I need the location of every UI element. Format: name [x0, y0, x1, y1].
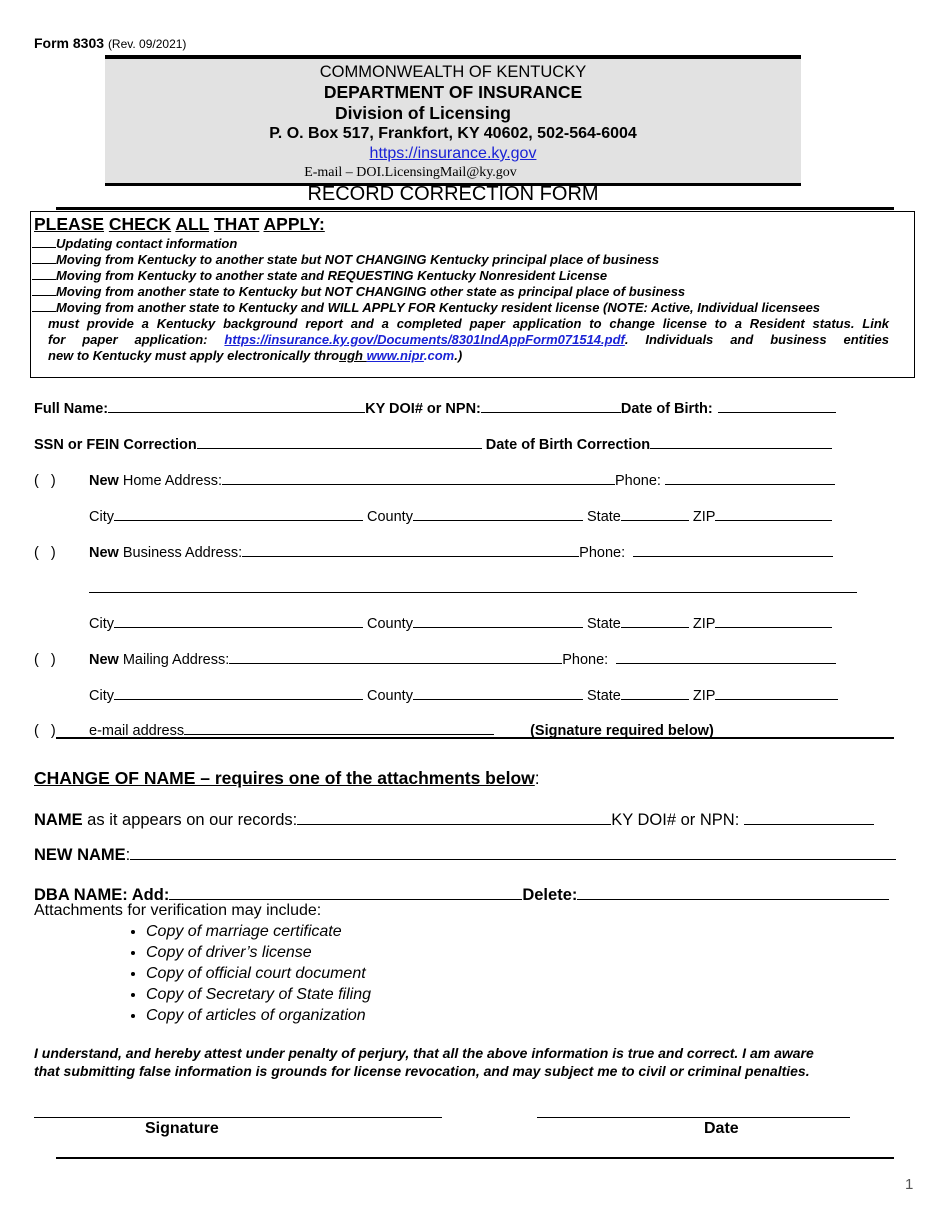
check-item[interactable] — [32, 252, 889, 268]
attachment-item: • Copy of official court document — [146, 963, 371, 984]
form-title: RECORD CORRECTION FORM — [307, 183, 599, 205]
attachment-item: • Copy of marriage certificate — [146, 921, 371, 942]
check-item-label: Moving from another state to Kentucky and WILL APPLY FOR Kentucky resident license (NOTE: Active, Individual licensees — [56, 300, 821, 315]
signature-line[interactable] — [34, 1117, 442, 1118]
state-input[interactable] — [621, 613, 689, 628]
phone-label: Phone: — [579, 545, 626, 561]
email-checkbox[interactable]: ( ) — [34, 723, 56, 739]
home-phone-input[interactable] — [665, 470, 835, 485]
new-name-input[interactable] — [130, 843, 896, 860]
ssn-row — [34, 434, 832, 453]
checkbox-blank[interactable] — [32, 284, 56, 296]
business-address-line2[interactable] — [89, 592, 857, 593]
check-item-note — [32, 348, 889, 364]
new-label: New — [89, 473, 119, 489]
signature-label: Signature — [145, 1120, 219, 1137]
header-department: DEPARTMENT OF INSURANCE — [323, 82, 583, 102]
note-text: for paper application: — [48, 332, 225, 347]
county-label: County — [367, 509, 413, 525]
ssn-label: SSN or FEIN Correction — [34, 437, 197, 453]
check-item-note — [32, 332, 889, 348]
check-item-label: Moving from another state to Kentucky but NOT CHANGING other state as principal place of business — [56, 284, 686, 299]
ky-doi-input[interactable] — [481, 398, 621, 413]
dba-add-input[interactable] — [169, 883, 522, 900]
city-label: City — [89, 688, 114, 704]
state-label: State — [587, 616, 621, 632]
ssn-input[interactable] — [197, 434, 482, 449]
new-name-label: NEW NAME — [34, 846, 126, 864]
header-commonwealth: COMMONWEALTH OF KENTUCKY — [319, 63, 587, 81]
city-label: City — [89, 616, 114, 632]
change-of-name-title: CHANGE OF NAME – requires one of the attachments below — [34, 768, 535, 788]
attestation — [34, 1044, 814, 1080]
mailing-address-input[interactable] — [229, 649, 562, 664]
note-text: new to Kentucky must apply electronically thro — [48, 348, 340, 363]
full-name-input[interactable] — [108, 398, 365, 413]
attestation-line: I understand, and hereby attest under penalty of perjury, that all the above information is true and correct. I am aware — [34, 1045, 814, 1061]
check-item-note — [32, 316, 889, 332]
new-label: New — [89, 652, 119, 668]
check-heading-word: PLEASE — [34, 214, 105, 234]
city-input[interactable] — [114, 685, 363, 700]
zip-label: ZIP — [692, 509, 716, 525]
business-address-label: Business Address: — [118, 545, 243, 561]
state-input[interactable] — [621, 685, 689, 700]
city-input[interactable] — [114, 613, 363, 628]
county-input[interactable] — [413, 685, 583, 700]
note-text: .) — [454, 348, 463, 363]
state-input[interactable] — [621, 506, 689, 521]
mailing-city-row — [89, 685, 838, 704]
zip-input[interactable] — [715, 613, 832, 628]
check-item[interactable] — [32, 236, 889, 252]
county-label: County — [367, 688, 413, 704]
check-heading-word: APPLY: — [263, 214, 325, 234]
attachments-intro: Attachments for verification may include: — [34, 902, 322, 919]
form-number — [34, 35, 186, 51]
signature-required-note: (Signature required below) — [530, 723, 714, 739]
dob-input[interactable] — [718, 398, 836, 413]
check-item[interactable] — [32, 284, 889, 300]
dob-correction-input[interactable] — [650, 434, 832, 449]
business-phone-input[interactable] — [633, 542, 833, 557]
bottom-rule — [56, 1157, 894, 1159]
ky-doi-label: KY DOI# or NPN: — [611, 811, 740, 829]
home-address-row — [34, 470, 835, 489]
zip-label: ZIP — [692, 688, 716, 704]
attachment-item: • Copy of articles of organization — [146, 1005, 371, 1026]
note-text: .com — [423, 348, 455, 363]
new-name-row — [34, 843, 896, 865]
check-list — [32, 236, 889, 364]
mailing-phone-input[interactable] — [616, 649, 836, 664]
home-address-checkbox[interactable]: ( ) — [34, 473, 56, 489]
home-address-label: Home Address: — [118, 473, 222, 489]
check-heading-word: ALL — [175, 214, 210, 234]
zip-label: ZIP — [692, 616, 716, 632]
county-input[interactable] — [413, 613, 583, 628]
check-all-box — [30, 211, 915, 378]
check-heading-word: THAT — [213, 214, 260, 234]
header-url[interactable] — [105, 144, 801, 164]
name-label-bold: NAME — [34, 811, 83, 829]
dba-delete-label: Delete: — [522, 886, 578, 904]
mailing-address-row — [34, 649, 836, 668]
checkbox-blank[interactable] — [32, 268, 56, 280]
header-email: E-mail – DOI.LicensingMail@ky.gov — [304, 165, 517, 180]
check-item-label: Moving from Kentucky to another state but NOT CHANGING Kentucky principal place of business — [56, 252, 660, 267]
state-label: State — [587, 688, 621, 704]
paper-application-link[interactable]: https://insurance.ky.gov/Documents/8301IndAppForm071514.pdf — [224, 332, 625, 347]
home-city-row — [89, 506, 832, 525]
check-item[interactable] — [32, 268, 889, 284]
name-on-records-input[interactable] — [297, 810, 611, 825]
name-on-records-row — [34, 810, 874, 830]
full-name-row — [34, 398, 836, 417]
dba-delete-input[interactable] — [577, 883, 889, 900]
email-rule — [56, 737, 894, 739]
zip-input[interactable] — [715, 506, 832, 521]
business-city-row — [89, 613, 832, 632]
home-address-input[interactable] — [222, 470, 615, 485]
attestation-line: that submitting false information is grounds for license revocation, and may subject me to civil or criminal penalties. — [34, 1063, 810, 1079]
county-label: County — [367, 616, 413, 632]
business-address-row — [34, 542, 833, 561]
city-label: City — [89, 509, 114, 525]
attachment-item: • Copy of driver’s license — [146, 942, 371, 963]
header-box — [105, 55, 801, 186]
new-name-colon: : — [125, 846, 131, 864]
header-url-link[interactable]: https://insurance.ky.gov — [369, 145, 537, 162]
full-name-label: Full Name: — [34, 401, 109, 417]
phone-label: Phone: — [615, 473, 661, 489]
zip-input[interactable] — [715, 685, 838, 700]
form-number-label: Form 8303 — [34, 35, 105, 51]
phone-label: Phone: — [562, 652, 609, 668]
check-heading-word: CHECK — [108, 214, 172, 234]
business-address-input[interactable] — [242, 542, 579, 557]
dob-label: Date of Birth: — [620, 401, 713, 417]
dba-add-label: DBA NAME: Add: — [34, 886, 170, 904]
check-item-label: Moving from Kentucky to another state and REQUESTING Kentucky Nonresident License — [56, 268, 608, 283]
county-input[interactable] — [413, 506, 583, 521]
state-label: State — [587, 509, 621, 525]
city-input[interactable] — [114, 506, 363, 521]
check-item-label: Updating contact information — [56, 236, 238, 251]
form-revision: (Rev. 09/2021) — [107, 37, 187, 51]
business-address-checkbox[interactable]: ( ) — [34, 545, 56, 561]
new-label: New — [89, 545, 119, 561]
mailing-address-label: Mailing Address: — [118, 652, 230, 668]
check-heading — [34, 214, 325, 235]
attachment-item: • Copy of Secretary of State filing — [146, 984, 371, 1005]
date-label: Date — [704, 1120, 739, 1137]
checkbox-blank[interactable] — [32, 252, 56, 264]
mailing-address-checkbox[interactable]: ( ) — [34, 652, 56, 668]
check-item[interactable] — [32, 300, 889, 316]
change-of-name-heading — [34, 768, 540, 789]
header-division: Division of Licensing — [335, 103, 511, 123]
ky-doi-input[interactable] — [744, 810, 874, 825]
email-label: e-mail address — [89, 723, 185, 739]
ky-doi-label: KY DOI# or NPN: — [365, 401, 481, 417]
note-text: ugh — [339, 348, 367, 363]
page-number: 1 — [905, 1176, 914, 1193]
change-of-name-colon: : — [534, 768, 540, 788]
note-text: must provide a Kentucky background report and a completed paper application to change license to a Resident status. Link — [48, 316, 889, 331]
note-text: . Individuals and business entities — [624, 332, 889, 347]
date-line[interactable] — [537, 1117, 850, 1118]
attachments-list — [80, 921, 371, 1026]
email-input[interactable] — [184, 720, 494, 735]
header-address: P. O. Box 517, Frankfort, KY 40602, 502-564-6004 — [269, 125, 637, 142]
checkbox-blank[interactable] — [32, 300, 56, 312]
checkbox-blank[interactable] — [32, 236, 56, 248]
dob-correction-label: Date of Birth Correction — [485, 437, 651, 453]
nipr-link[interactable]: www.nipr — [366, 348, 424, 363]
name-on-records-label: as it appears on our records: — [82, 811, 298, 829]
title-underline — [56, 207, 894, 210]
